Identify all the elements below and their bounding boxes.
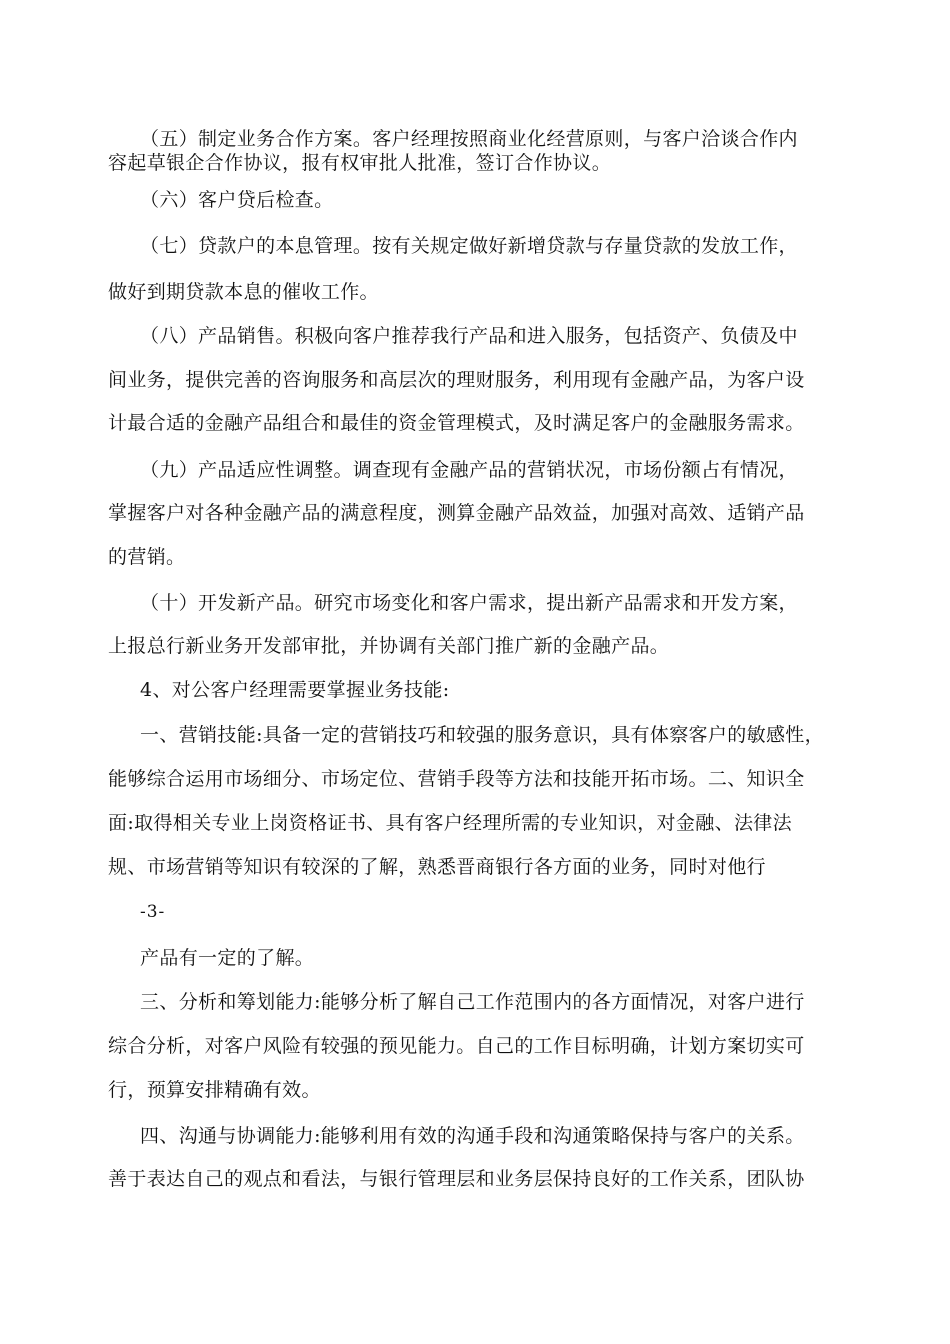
- page-number: -3-: [140, 902, 166, 922]
- skill-marketing-line-1: 一、营销技能:具备一定的营销技巧和较强的服务意识，具有体察客户的敏感性，: [140, 724, 825, 746]
- item-ten-line-1: （十）开发新产品。研究市场变化和客户需求，提出新产品需求和开发方案，: [140, 592, 798, 614]
- item-eight-line-2: 间业务，提供完善的咨询服务和高层次的理财服务，利用现有金融产品，为客户设: [108, 369, 805, 391]
- skill-marketing-line-3: 面:取得相关专业上岗资格证书、具有客户经理所需的专业知识，对金融、法律法: [108, 812, 793, 834]
- item-ten-line-2: 上报总行新业务开发部审批，并协调有关部门推广新的金融产品。: [108, 635, 670, 657]
- item-five-line-1: （五）制定业务合作方案。客户经理按照商业化经营原则，与客户洽谈合作内: [140, 128, 798, 150]
- section-four-heading: 4、对公客户经理需要掌握业务技能:: [140, 679, 450, 701]
- skill-analysis-line-2: 综合分析，对客户风险有较强的预见能力。自己的工作目标明确，计划方案切实可: [108, 1035, 805, 1057]
- item-six-line-1: （六）客户贷后检查。: [140, 189, 334, 211]
- skill-analysis-line-3: 行，预算安排精确有效。: [108, 1079, 321, 1101]
- skill-marketing-line-2: 能够综合运用市场细分、市场定位、营销手段等方法和技能开拓市场。二、知识全: [108, 768, 805, 790]
- item-nine-line-3: 的营销。: [108, 546, 186, 568]
- item-seven-line-2: 做好到期贷款本息的催收工作。: [108, 281, 379, 303]
- item-nine-line-2: 掌握客户对各种金融产品的满意程度，测算金融产品效益，加强对高效、适销产品: [108, 502, 805, 524]
- skill-marketing-line-4: 规、市场营销等知识有较深的了解，熟悉晋商银行各方面的业务，同时对他行: [108, 856, 766, 878]
- item-seven-line-1: （七）贷款户的本息管理。按有关规定做好新增贷款与存量贷款的发放工作，: [140, 235, 798, 257]
- skill-communication-line-2: 善于表达自己的观点和看法，与银行管理层和业务层保持良好的工作关系，团队协: [108, 1168, 805, 1190]
- item-eight-line-3: 计最合适的金融产品组合和最佳的资金管理模式，及时满足客户的金融服务需求。: [108, 412, 805, 434]
- item-five-line-2: 容起草银企合作协议，报有权审批人批准，签订合作协议。: [108, 152, 612, 174]
- item-nine-line-1: （九）产品适应性调整。调查现有金融产品的营销状况，市场份额占有情况，: [140, 459, 798, 481]
- skill-knowledge-continued: 产品有一定的了解。: [140, 947, 315, 969]
- item-eight-line-1: （八）产品销售。积极向客户推荐我行产品和进入服务，包括资产、负债及中: [140, 325, 798, 347]
- skill-communication-line-1: 四、沟通与协调能力:能够利用有效的沟通手段和沟通策略保持与客户的关系。: [140, 1125, 805, 1147]
- skill-analysis-line-1: 三、分析和筹划能力:能够分析了解自己工作范围内的各方面情况，对客户进行: [140, 991, 805, 1013]
